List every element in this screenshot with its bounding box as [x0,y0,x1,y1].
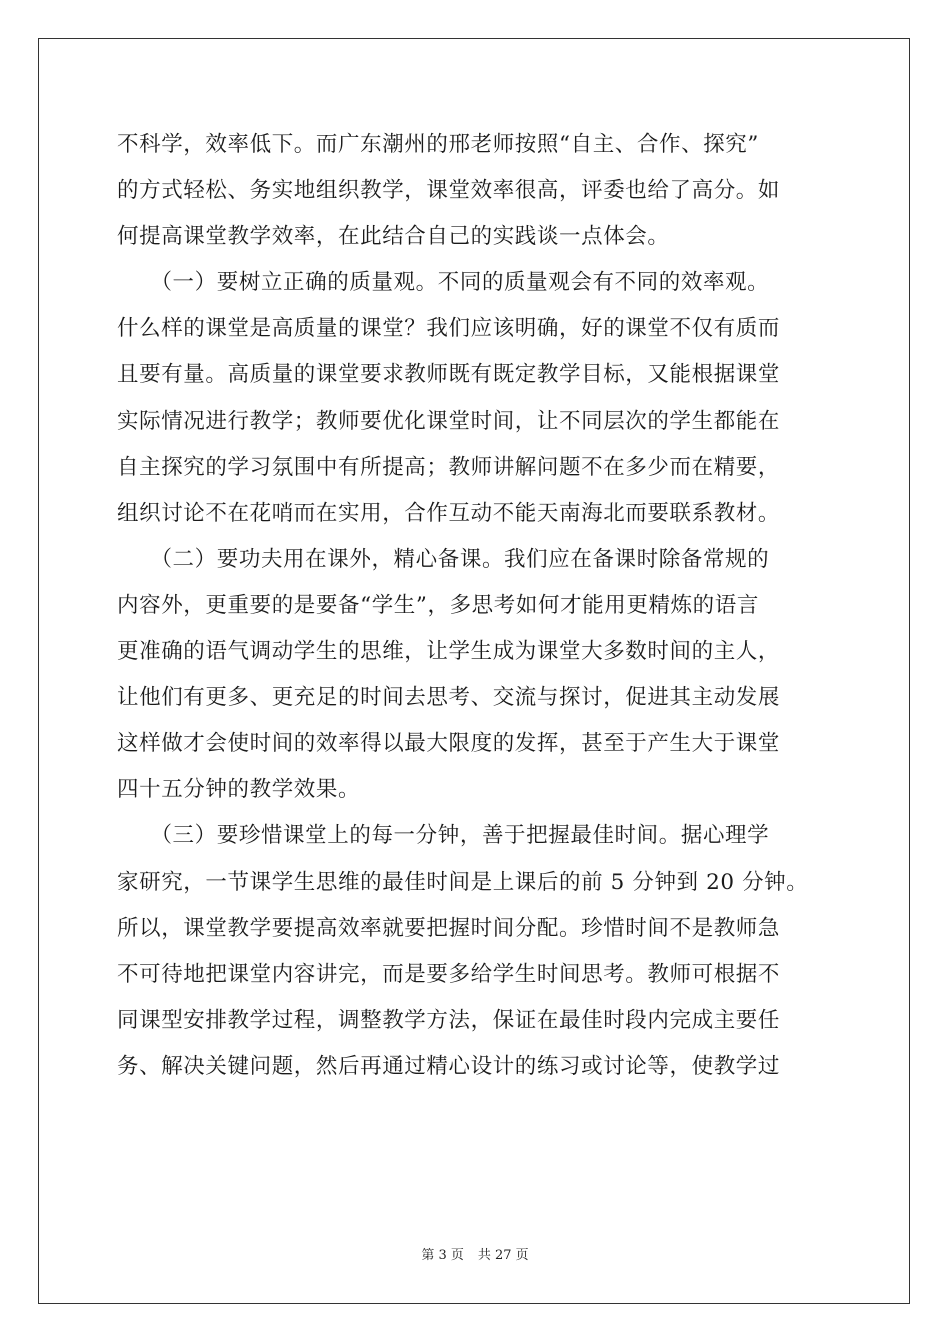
text-line: 家研究，一节课学生思维的最佳时间是上课后的前 5 分钟到 20 分钟。 [117,869,809,895]
text-line: 且要有量。高质量的课堂要求教师既有既定教学目标，又能根据课堂 [117,362,781,388]
text-line: （三）要珍惜课堂上的每一分钟，善于把握最佳时间。据心理学 [117,823,770,849]
text-line: 务、解决关键问题，然后再通过精心设计的练习或讨论等，使教学过 [117,1053,781,1079]
page-number: 第 3 页 [421,1248,464,1263]
text-line: 不可待地把课堂内容讲完，而是要多给学生时间思考。教师可根据不 [117,961,781,987]
text-line: 何提高课堂教学效率，在此结合自己的实践谈一点体会。 [117,224,670,250]
document-body [117,122,852,1090]
text-line: （二）要功夫用在课外，精心备课。我们应在备课时除备常规的 [117,546,770,572]
text-line: 更准确的语气调动学生的思维，让学生成为课堂大多数时间的主人， [117,639,781,665]
text-line: 让他们有更多、更充足的时间去思考、交流与探讨，促进其主动发展 [117,685,781,711]
text-line: 的方式轻松、务实地组织教学，课堂效率很高，评委也给了高分。如 [117,178,781,204]
text-line: （一）要树立正确的质量观。不同的质量观会有不同的效率观。 [117,270,770,296]
text-line: 四十五分钟的教学效果。 [117,777,361,803]
text-line: 不科学，效率低下。而广东潮州的邢老师按照“自主、合作、探究” [117,132,759,157]
page-footer [0,1244,950,1263]
text-line: 自主探究的学习氛围中有所提高；教师讲解问题不在多少而在精要， [117,454,781,480]
text-line: 这样做才会使时间的效率得以最大限度的发挥，甚至于产生大于课堂 [117,731,781,757]
text-line: 组织讨论不在花哨而在实用，合作互动不能天南海北而要联系教材。 [117,500,781,526]
total-pages: 共 27 页 [477,1248,529,1263]
text-line: 所以，课堂教学要提高效率就要把握时间分配。珍惜时间不是教师急 [117,915,781,941]
text-line: 同课型安排教学过程，调整教学方法，保证在最佳时段内完成主要任 [117,1007,781,1033]
text-line: 什么样的课堂是高质量的课堂？我们应该明确，好的课堂不仅有质而 [117,316,781,342]
text-line: 内容外，更重要的是要备“学生”，多思考如何才能用更精炼的语言 [117,592,759,618]
text-line: 实际情况进行教学；教师要优化课堂时间，让不同层次的学生都能在 [117,408,781,434]
